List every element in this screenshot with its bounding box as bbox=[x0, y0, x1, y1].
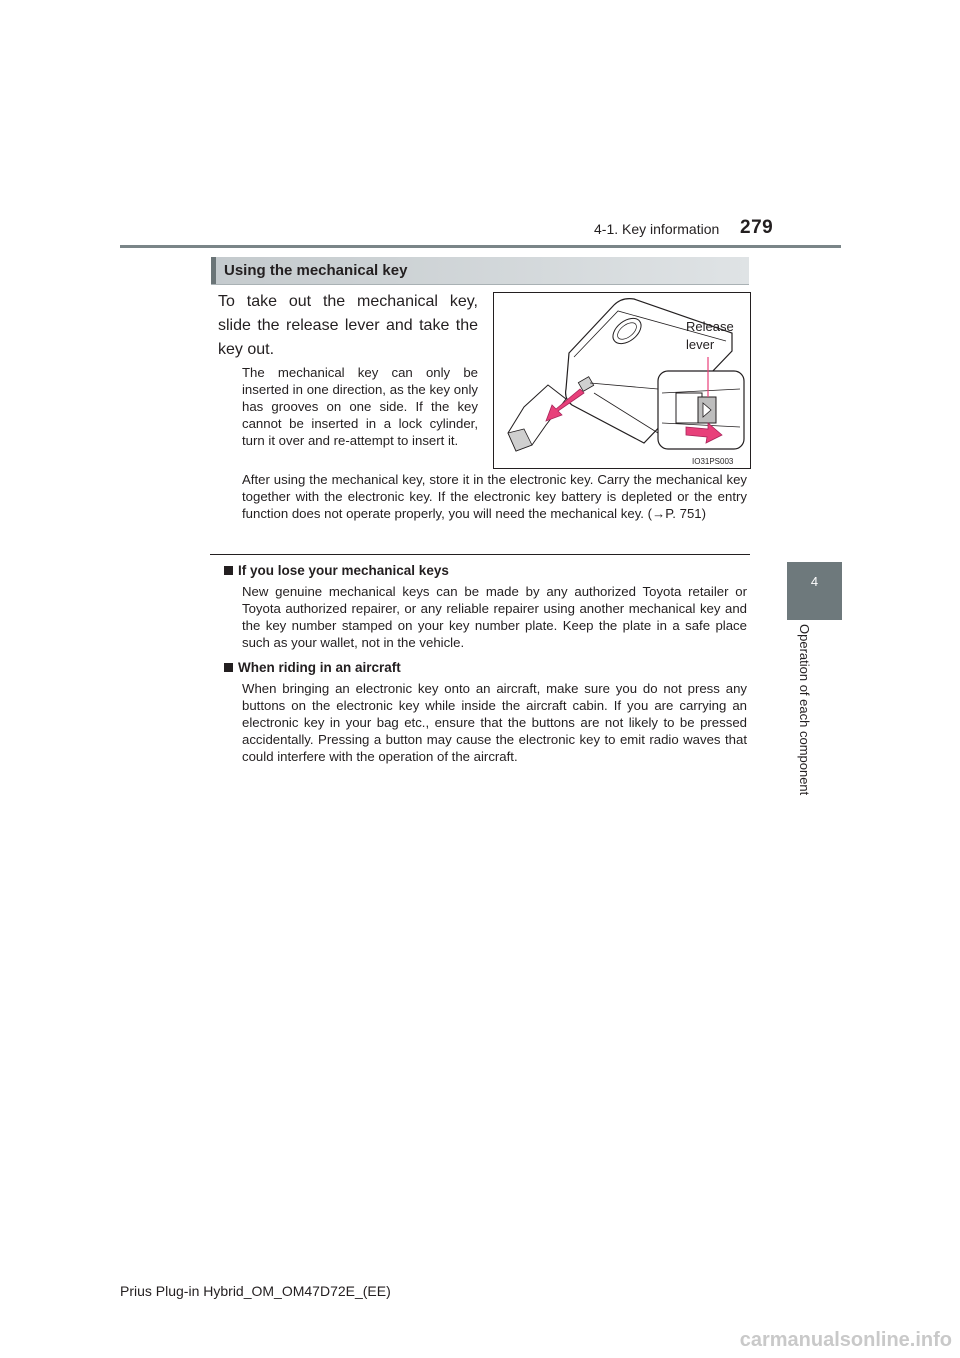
section-heading: Using the mechanical key bbox=[224, 262, 408, 279]
manual-footer: Prius Plug-in Hybrid_OM_OM47D72E_(EE) bbox=[120, 1283, 391, 1299]
note-body-lost-keys: New genuine mechanical keys can be made by any authorized Toyota retailer or Toyota authorized repairer, or any reliable repairer using another mechanical key and the key number stamped on your key number plate. Keep the plate in a safe place such as your wallet, not in the vehicle. bbox=[242, 584, 747, 650]
key-direction-note: The mechanical key can only be inserted in one direction, as the key only has grooves on one side. If the key cannot be inserted in a lock cylinder, turn it over and re-attempt to insert it. bbox=[242, 365, 478, 448]
section-divider bbox=[210, 554, 750, 555]
mechanical-key-illustration bbox=[493, 292, 751, 469]
note-heading-aircraft: When riding in an aircraft bbox=[224, 660, 401, 675]
key-storage-note: After using the mechanical key, store it in the electronic key. Carry the mechanical key together with the electronic key. If the electronic key battery is depleted or the entry function does not operate properly, you will need the mechanical key. (→P. 751) bbox=[242, 472, 747, 521]
release-label-line2: lever bbox=[686, 337, 715, 352]
figure-code: IO31PS003 bbox=[692, 457, 734, 466]
header-rule bbox=[120, 245, 841, 248]
section-title: 4-1. Key information bbox=[594, 221, 720, 237]
note-heading-lost-keys: If you lose your mechanical keys bbox=[224, 563, 449, 578]
chapter-tab bbox=[787, 562, 842, 620]
watermark: carmanualsonline.info bbox=[739, 1329, 952, 1351]
intro-text: To take out the mechanical key, slide the release lever and take the key out. bbox=[218, 293, 478, 358]
bullet-square-icon bbox=[224, 663, 233, 672]
bullet-square-icon bbox=[224, 566, 233, 575]
release-label-line1: Release bbox=[686, 319, 734, 334]
page-number: 279 bbox=[740, 217, 774, 238]
chapter-number: 4 bbox=[810, 574, 819, 589]
chapter-title: Operation of each component bbox=[797, 624, 812, 796]
key-illustration-svg bbox=[494, 293, 750, 468]
note-body-aircraft: When bringing an electronic key onto an aircraft, make sure you do not press any buttons on the electronic key while inside the aircraft cabin. If you are carrying an electronic key in your bag etc., ensure that the buttons are not likely to be pressed accidentally. Pressing a button may cause the electronic key to emit radio waves that could interfere with the operation of the aircraft. bbox=[242, 681, 747, 764]
